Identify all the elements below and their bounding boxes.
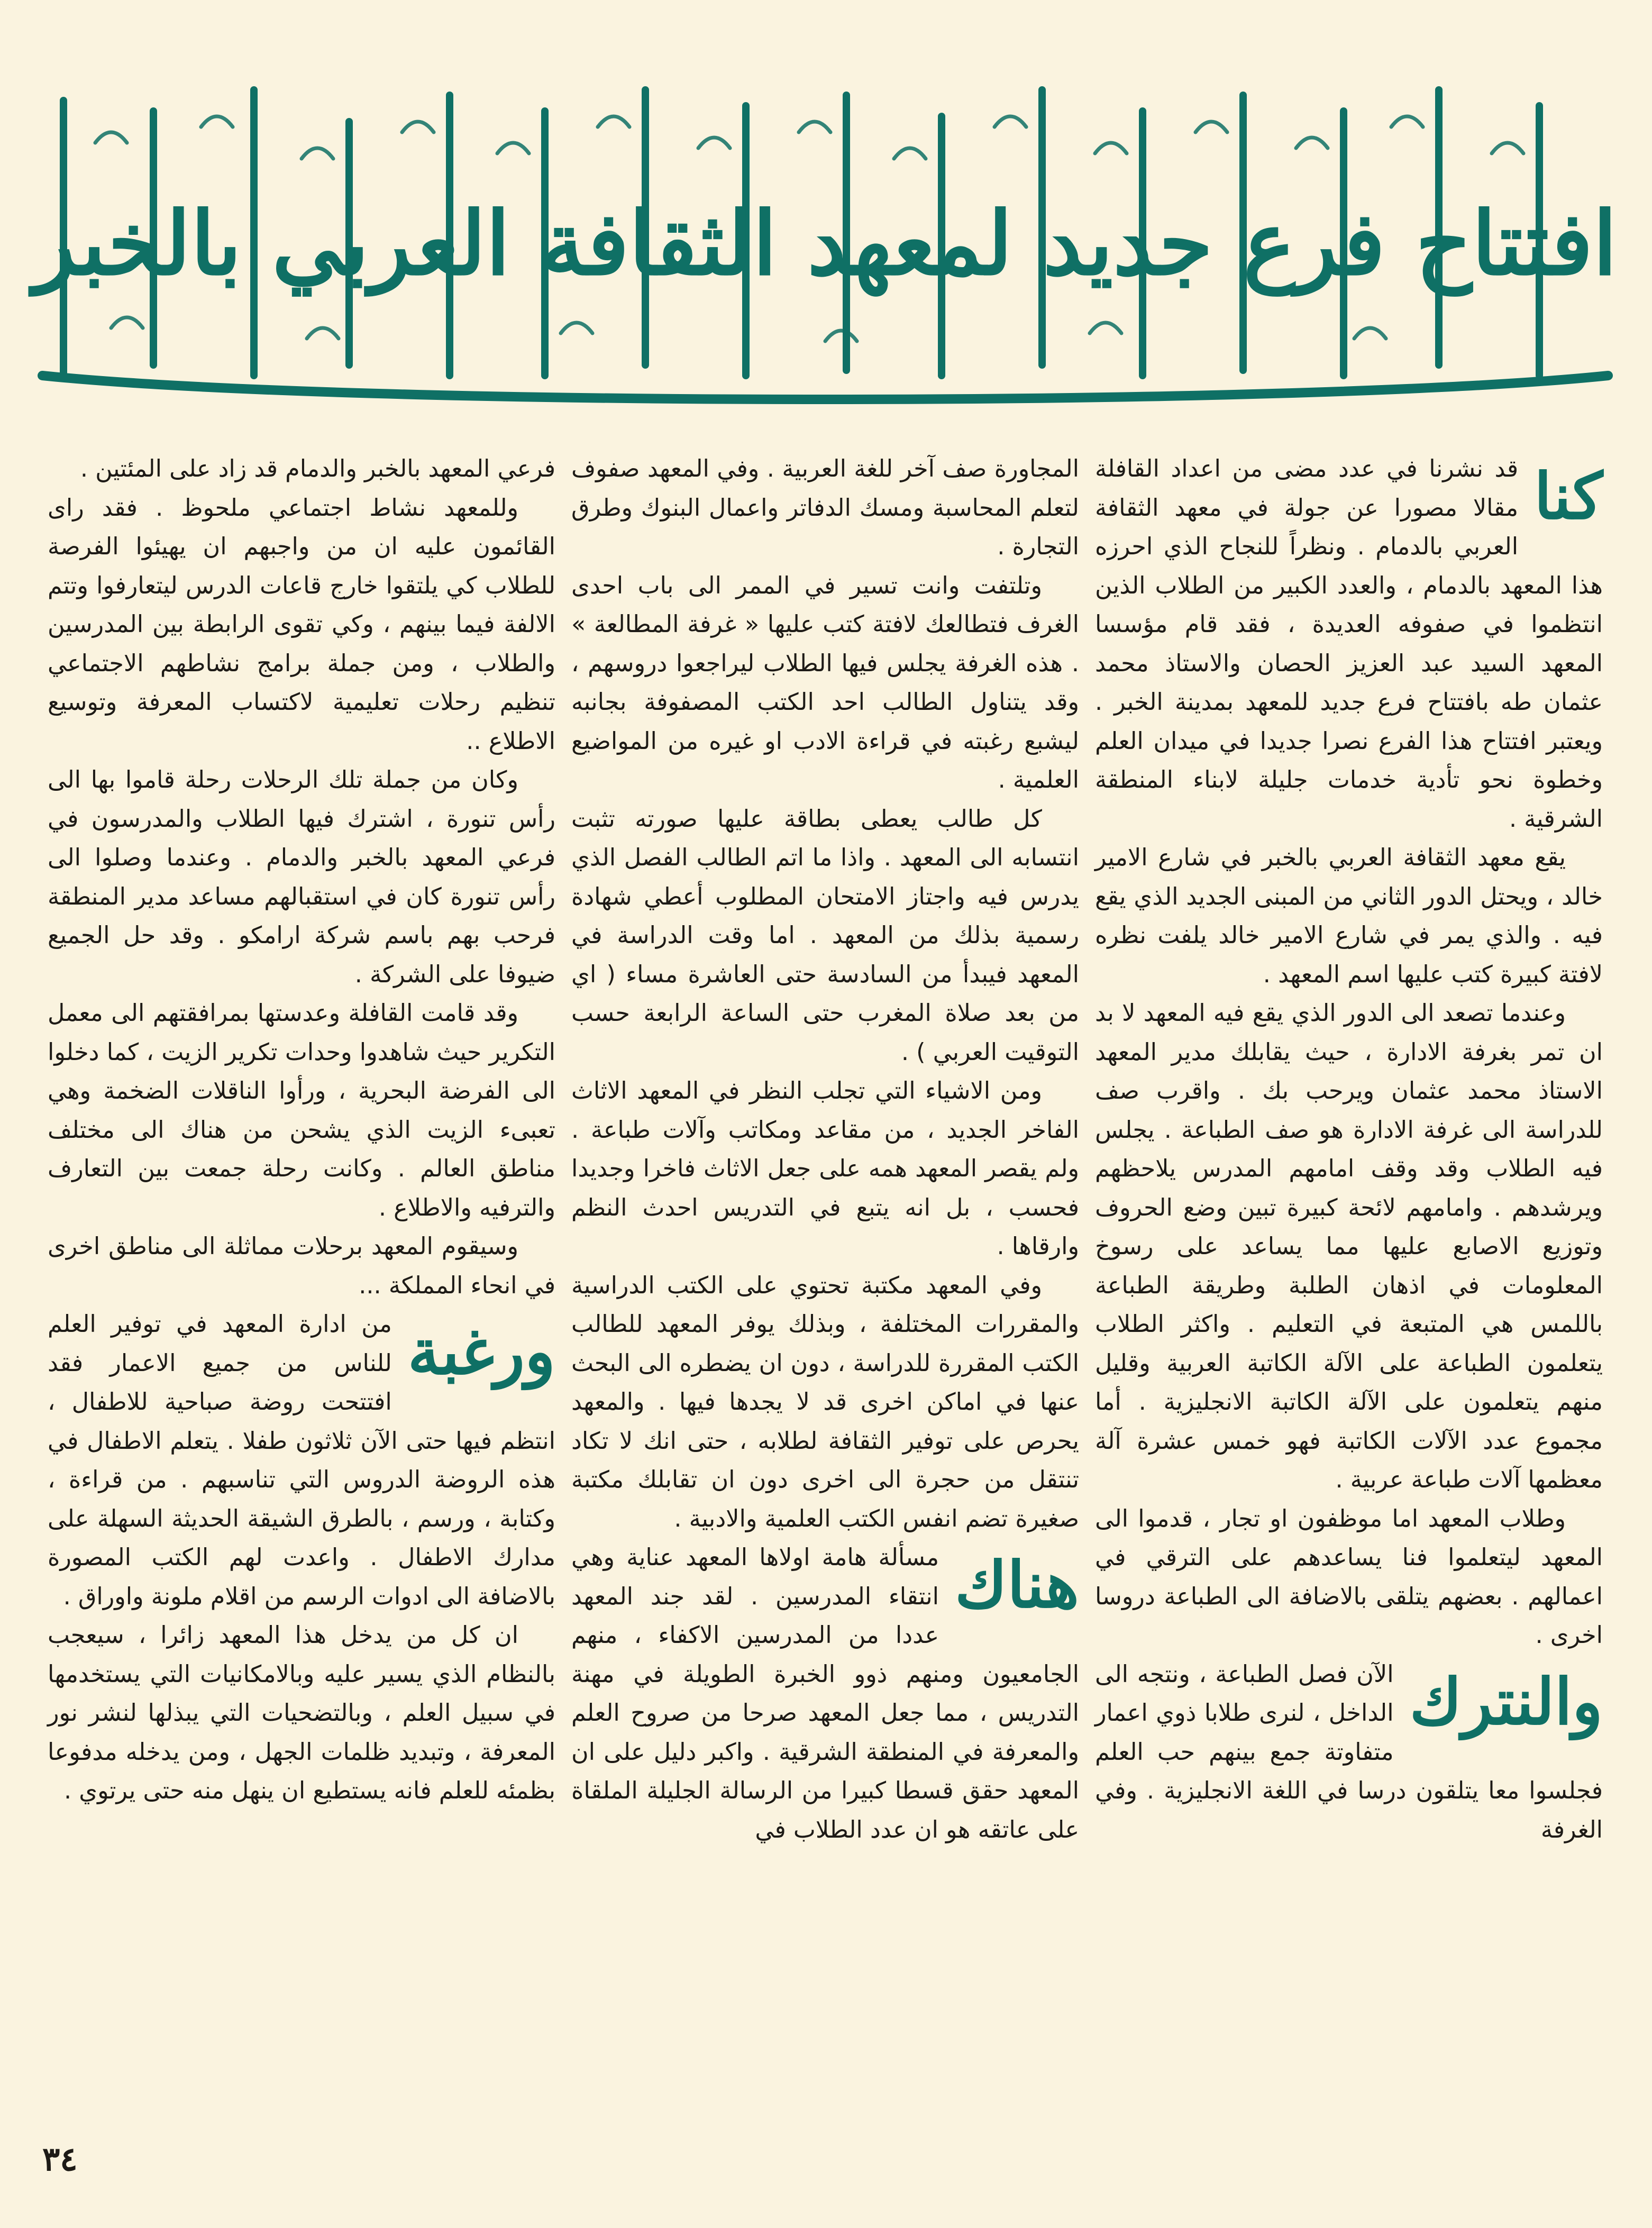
paragraph: مسألة هامة اولاها المعهد عناية وهي انتقاء المدرسين . لقد جند المعهد عددا من المدرسين الاكفاء ، منهم الجامعيون ومنهم ذوو الخبرة الطويلة في مهنة التدريس ، مما جعل المعهد صرحا من صروح العلم والمعرفة في المنطقة الشرقية . واكبر دليل على ان المعهد حقق قسطا كبيرا من الرسالة الجليلة الملقاة على عاتقه هو ان عدد الطلاب في: [571, 1544, 1079, 1843]
paragraph: وسيقوم المعهد برحلات مماثلة الى مناطق اخرى في انحاء المملكة ...: [48, 1233, 555, 1299]
drop-word: والنترك: [1409, 1664, 1603, 1739]
column-left: [48, 450, 555, 2116]
paragraph: وكان من جملة تلك الرحلات رحلة قاموا بها الى رأس تنورة ، اشترك فيها الطلاب والمدرسون في فرعي المعهد بالخبر والدمام . وعندما وصلوا الى رأس تنورة كان في استقبالهم مساعد مدير المنطقة فرحب بهم باسم شركة ارامكو . وقد حل الجميع ضيوفا على الشركة .: [48, 766, 555, 988]
paragraph: كل طالب يعطى بطاقة عليها صورته تثبت انتسابه الى المعهد . واذا ما اتم الطالب الفصل الذي يدرس فيه واجتاز الامتحان المطلوب أعطي شهادة رسمية بذلك من المعهد . اما وقت الدراسة في المعهد فيبدأ من السادسة حتى العاشرة مساء ( اي من بعد صلاة المغرب حتى الساعة الرابعة حسب التوقيت العربي ) .: [571, 805, 1079, 1066]
drop-word: هناك: [955, 1548, 1079, 1622]
page-number: ٣٤: [42, 2140, 78, 2178]
paragraph: ان كل من يدخل هذا المعهد زائرا ، سيعجب بالنظام الذي يسير عليه وبالامكانيات التي يستخدمها في سبيل العلم ، وبالتضحيات التي يبذلها لنشر نور المعرفة ، وتبديد ظلمات الجهل ، ومن يدخله مدفوعا بظمئه للعلم فانه يستطيع ان ينهل منه حتى يرتوي .: [48, 1622, 555, 1804]
column-middle: [571, 450, 1079, 2116]
paragraph: وطلاب المعهد اما موظفون او تجار ، قدموا الى المعهد ليتعلموا فنا يساعدهم على الترقي في اعمالهم . بعضهم يتلقى بالاضافة الى الطباعة دروسا اخرى .: [1095, 1505, 1603, 1649]
title-banner: [32, 79, 1619, 407]
paragraph: وفي المعهد مكتبة تحتوي على الكتب الدراسية والمقررات المختلفة ، وبذلك يوفر المعهد للطالب الكتب المقررة للدراسة ، دون ان يضطره الى البحث عنها في اماكن اخرى قد لا يجدها فيها . والمعهد يحرص على توفير الثقافة لطلابه ، حتى انك لا تكاد تنتقل من حجرة الى اخرى دون ان تقابلك مكتبة صغيرة تضم انفس الكتب العلمية والادبية .: [571, 1272, 1079, 1532]
paragraph: يقع معهد الثقافة العربي بالخبر في شارع الامير خالد ، ويحتل الدور الثاني من المبنى الجديد الذي يقع فيه . والذي يمر في شارع الامير خالد يلفت نظره لافتة كبيرة كتب عليها اسم المعهد .: [1095, 844, 1603, 988]
paragraph: المجاورة صف آخر للغة العربية . وفي المعهد صفوف لتعلم المحاسبة ومسك الدفاتر واعمال البنوك وطرق التجارة .: [571, 455, 1079, 560]
drop-word: ورغبة: [407, 1314, 555, 1389]
paragraph: وعندما تصعد الى الدور الذي يقع فيه المعهد لا بد ان تمر بغرفة الادارة ، حيث يقابلك مدير المعهد الاستاذ محمد عثمان ويرحب بك . واقرب صف للدراسة الى غرفة الادارة هو صف الطباعة . يجلس فيه الطلاب وقد وقف امامهم المدرس يلاحظهم ويرشدهم . وامامهم لائحة كبيرة تبين وضع الحروف وتوزيع الاصابع عليها مما يساعد على رسوخ المعلومات في اذهان الطلبة وطريقة الطباعة باللمس هي المتبعة في التعليم . واكثر الطلاب يتعلمون الطباعة على الآلة الكاتبة العربية وقليل منهم يتعلمون على الآلة الكاتبة الانجليزية . أما مجموع عدد الآلات الكاتبة فهو خمس عشرة آلة معظمها آلات طباعة عربية .: [1095, 1000, 1603, 1493]
paragraph: وتلتفت وانت تسير في الممر الى باب احدى الغرف فتطالعك لافتة كتب عليها « غرفة المطالعة » . هذه الغرفة يجلس فيها الطلاب ليراجعوا دروسهم ، وقد يتناول الطالب احد الكتب المصفوفة بجانبه ليشبع رغبته في قراءة الادب او غيره من المواضيع العلمية .: [571, 572, 1079, 793]
paragraph: وقد قامت القافلة وعدستها بمرافقتهم الى معمل التكرير حيث شاهدوا وحدات تكرير الزيت ، كما دخلوا الى الفرضة البحرية ، ورأوا الناقلات الضخمة وهي تعبىء الزيت الذي يشحن من هناك الى مختلف مناطق العالم . وكانت رحلة جمعت بين التعارف والترفيه والاطلاع .: [48, 1000, 555, 1221]
paragraph: ومن الاشياء التي تجلب النظر في المعهد الاثاث الفاخر الجديد ، من مقاعد ومكاتب وآلات طباعة . ولم يقصر المعهد همه على جعل الاثاث فاخرا وجديدا فحسب ، بل انه يتبع في التدريس احدث النظم وارقاها .: [571, 1078, 1079, 1260]
paragraph: من ادارة المعهد في توفير العلم للناس من جميع الاعمار فقد افتتحت روضة صباحية للاطفال ، انتظم فيها حتى الآن ثلاثون طفلا . يتعلم الاطفال في هذه الروضة الدروس التي تناسبهم . من قراءة ، وكتابة ، ورسم ، بالطرق الشيقة الحديثة السهلة على مدارك الاطفال . واعدت لهم الكتب المصورة بالاضافة الى ادوات الرسم من اقلام ملونة واوراق .: [48, 1311, 555, 1610]
paragraph: فرعي المعهد بالخبر والدمام قد زاد على المئتين .: [80, 455, 555, 482]
drop-word: كنا: [1534, 459, 1603, 534]
paragraph: وللمعهد نشاط اجتماعي ملحوظ . فقد راى القائمون عليه ان من واجبهم ان يهيئوا الفرصة للطلاب كي يلتقوا خارج قاعات الدرس ليتعارفوا وتتم الالفة فيما بينهم ، وكي تقوى الرابطة بين المدرسين والطلاب ، ومن جملة برامج نشاطهم الاجتماعي تنظيم رحلات تعليمية لاكتساب المعرفة وتوسيع الاطلاع ..: [48, 494, 555, 755]
paragraph: الآن فصل الطباعة ، ونتجه الى الداخل ، لنرى طلابا ذوي اعمار متفاوتة جمع بينهم حب العلم فجلسوا معا يتلقون درسا في اللغة الانجليزية . وفي الغرفة: [1095, 1660, 1603, 1843]
column-right: [1095, 450, 1603, 2116]
article-title: افتتاح فرع جديد لمعهد الثقافة العربي بالخبر: [33, 192, 1618, 295]
paragraph: قد نشرنا في عدد مضى من اعداد القافلة مقالا مصورا عن جولة في معهد الثقافة العربي بالدمام . ونظراً للنجاح الذي احرزه هذا المعهد بالدمام ، والعدد الكبير من الطلاب الذين انتظموا في صفوفه العديدة ، فقد قام مؤسسا المعهد السيد عبد العزيز الحصان والاستاذ محمد عثمان طه بافتتاح فرع جديد للمعهد بمدينة الخبر . ويعتبر افتتاح هذا الفرع نصرا جديدا في ميدان العلم وخطوة نحو تأدية خدمات جليلة لابناء المنطقة الشرقية .: [1095, 455, 1603, 833]
